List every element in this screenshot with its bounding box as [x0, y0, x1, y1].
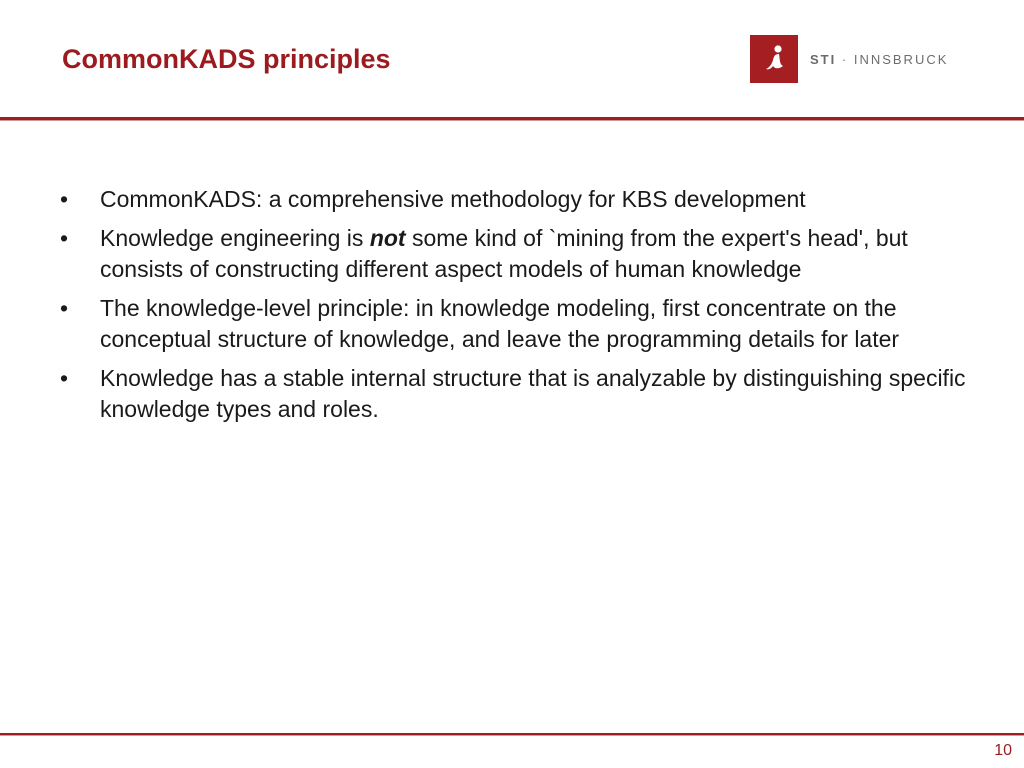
bullet-item	[60, 223, 980, 286]
bullet-emphasis: not	[369, 224, 406, 251]
bullet-item	[60, 363, 980, 426]
bullet-text-before: Knowledge engineering is	[100, 224, 370, 251]
logo-wordmark	[810, 52, 948, 67]
bullet-text-after: some kind of `mining from the expert's head', but consists of constructing different aspect models of human knowledge	[100, 224, 908, 282]
logo-brand: STI	[810, 51, 837, 67]
header-divider	[0, 117, 1024, 120]
bullet-item	[60, 184, 980, 216]
bullet-item	[60, 293, 980, 356]
logo-separator: ·	[841, 51, 849, 67]
bullet-marker: •	[60, 294, 69, 321]
sti-logo-icon	[750, 35, 798, 83]
logo-location: INNSBRUCK	[853, 51, 949, 67]
footer-divider	[0, 733, 1024, 735]
slide-title: CommonKADS principles	[62, 44, 391, 74]
bullet-text: CommonKADS: a comprehensive methodology for KBS development	[100, 186, 806, 212]
bullet-marker: •	[60, 186, 69, 212]
bullet-list	[60, 184, 980, 433]
sti-logo-glyph	[757, 42, 791, 76]
bullet-marker: •	[60, 364, 69, 391]
bullet-marker: •	[60, 224, 69, 251]
page-number: 10	[994, 742, 1012, 759]
bullet-text: The knowledge-level principle: in knowledge modeling, first concentrate on the conceptual structure of knowledge, and leave the programming details for later	[100, 294, 900, 352]
sti-innsbruck-logo	[750, 34, 948, 84]
bullet-text: Knowledge has a stable internal structure that is analyzable by distinguishing specific knowledge types and roles.	[100, 364, 966, 422]
